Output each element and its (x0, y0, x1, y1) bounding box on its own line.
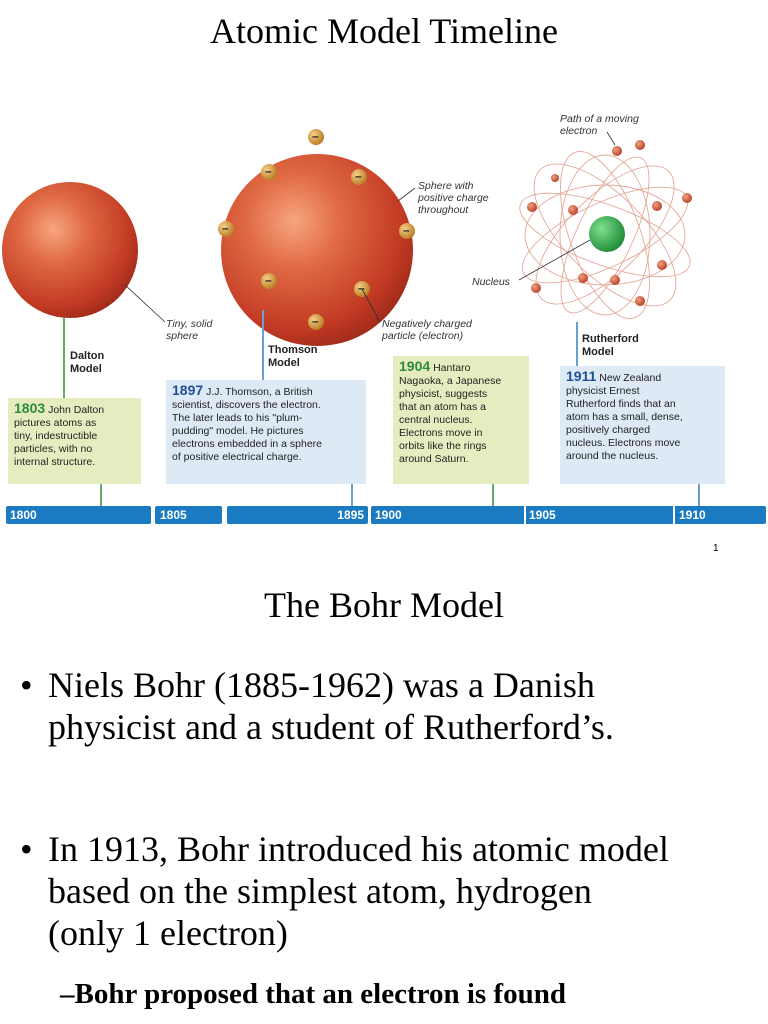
rutherford-model-label: Rutherford Model (582, 333, 639, 358)
sub-bullet-dash: – (60, 978, 75, 1010)
event-year: 1897 (172, 382, 204, 398)
page-number: 1 (713, 543, 719, 554)
tick-1895: 1895 (337, 508, 364, 522)
bullet-dot: • (20, 665, 33, 705)
event-year: 1803 (14, 400, 46, 416)
thomson-sphere-callout: Sphere with positive charge throughout (418, 180, 489, 216)
tick-1800: 1800 (10, 508, 37, 522)
thomson-model-label: Thomson Model (268, 344, 318, 369)
electron-signs: – – – – – – – – (222, 129, 410, 328)
thomson-timeline-stem (351, 484, 353, 506)
slide2-title: The Bohr Model (264, 585, 504, 625)
event-1911: 1911 New Zealand physicist Ernest Rutherford finds that an atom has a small, dense, positively charged nucleus. Electrons move around the nucleus. (560, 366, 725, 484)
tick-1900: 1900 (375, 508, 402, 522)
timeline-segment-1805 (155, 506, 222, 524)
bullet-1: • Niels Bohr (1885-1962) was a Danish physicist and a student of Rutherford’s. (20, 665, 614, 747)
slide1-title: Atomic Model Timeline (209, 11, 558, 51)
event-1904: 1904 Hantaro Nagaoka, a Japanese physicist, suggests that an atom has a central nucleus. Electrons move in orbits like the rings around Saturn. (393, 356, 529, 484)
timeline-segment-1895 (227, 506, 368, 524)
nagaoka-timeline-stem (492, 484, 494, 506)
thomson-electron-callout: Negatively charged particle (electron) (382, 318, 472, 342)
rutherford-timeline-stem (698, 484, 700, 506)
tick-1910: 1910 (679, 508, 706, 522)
event-year: 1904 (399, 358, 431, 374)
sub-bullet: –Bohr proposed that an electron is found (60, 978, 566, 1010)
tick-1805: 1805 (160, 508, 187, 522)
tick-1905: 1905 (529, 508, 556, 522)
rutherford-stem (576, 322, 578, 366)
thomson-stem (262, 310, 264, 380)
nucleus-label: Nucleus (472, 276, 510, 288)
timeline-segment-1800 (6, 506, 151, 524)
rutherford-path-callout: Path of a moving electron (560, 113, 639, 137)
dalton-model-label: Dalton Model (70, 350, 105, 375)
bullet-dot: • (20, 829, 33, 869)
event-year: 1911 (566, 368, 597, 384)
dalton-stem (63, 318, 65, 398)
bullet-2: • In 1913, Bohr introduced his atomic model based on the simplest atom, hydrogen (only 1 electron) (20, 829, 669, 953)
timeline-segment-1900 (371, 506, 766, 524)
dalton-timeline-stem (100, 484, 102, 506)
dalton-callout: Tiny, solid sphere (166, 318, 213, 342)
event-1897: 1897 J.J. Thomson, a British scientist, discovers the electron. The later leads to his "plum- pudding" model. He pictures electrons embedded in a sphere of positive electrical charge. (166, 380, 366, 484)
event-1803: 1803 John Dalton pictures atoms as tiny, indestructible particles, with no internal structure. (8, 398, 141, 484)
